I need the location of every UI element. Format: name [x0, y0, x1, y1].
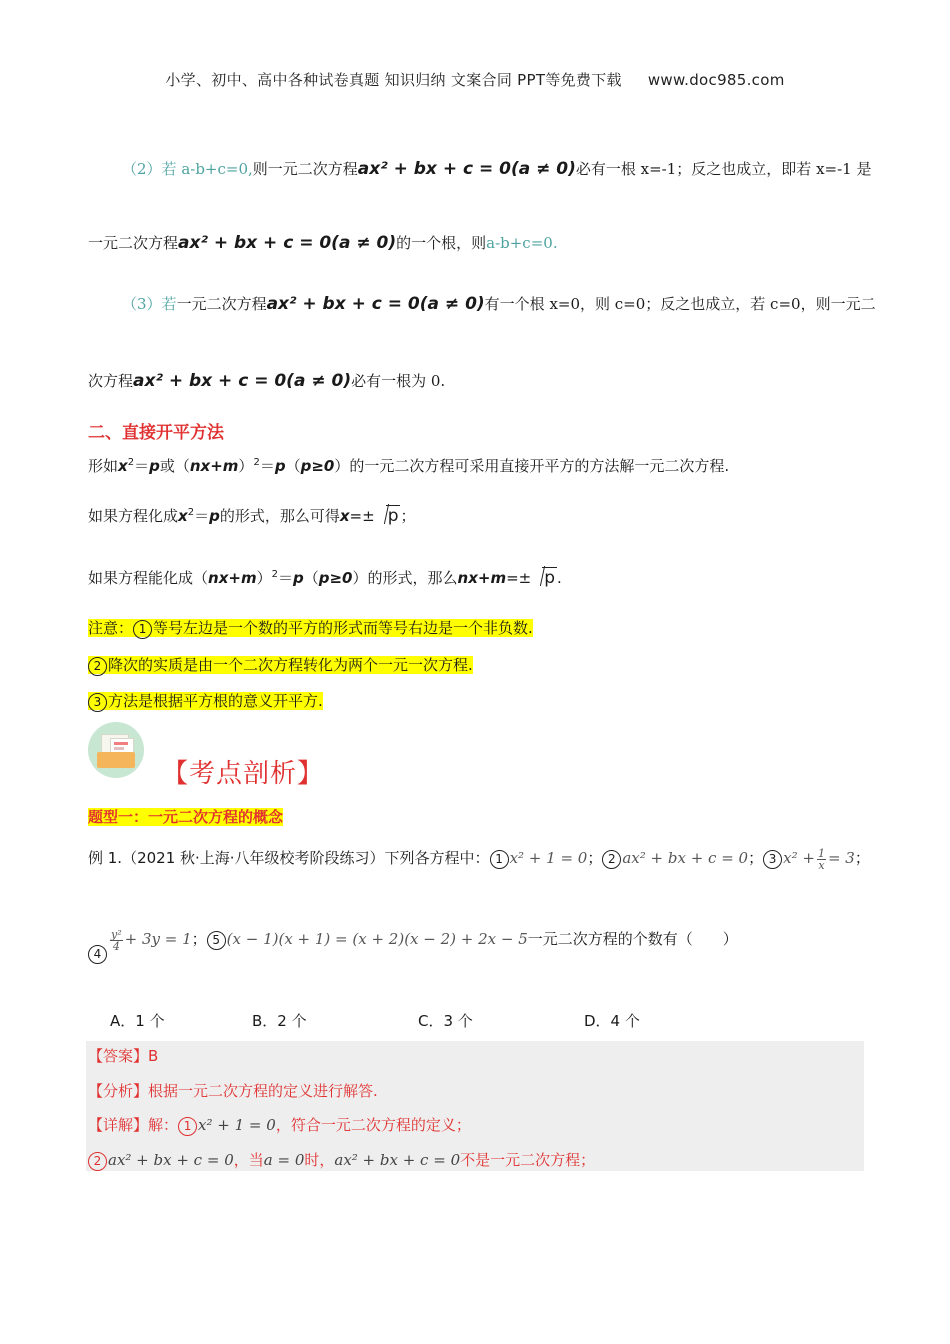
paragraph-2-line2	[88, 232, 558, 254]
condition-text: a-b+c=0.	[486, 234, 558, 252]
item-number: （3）	[122, 295, 162, 313]
circled-number: 2	[88, 657, 107, 676]
text: 形如	[88, 457, 119, 475]
circled-number: 1	[133, 620, 152, 639]
text: 或（	[159, 457, 190, 475]
sqrt-symbol	[376, 506, 401, 526]
text: 例 1.（2021 秋·上海·八年级校考阶段练习）下列各方程中：	[88, 849, 490, 867]
condition: p≥0	[318, 569, 353, 587]
item-number: （2）	[122, 160, 162, 178]
circled-number: 3	[88, 693, 107, 712]
var-nxm: nx+m	[208, 569, 257, 587]
var-nxm: nx+m	[457, 569, 507, 587]
text: ＝	[134, 457, 150, 475]
condition: p≥0	[300, 457, 335, 475]
equation: ax² + bx + c = 0(a ≠ 0)	[133, 371, 352, 391]
exponent: 2	[187, 507, 195, 518]
text: 方法是根据平方根的意义开平方.	[108, 692, 323, 710]
text: 时，	[304, 1151, 335, 1169]
text: ＝	[259, 457, 275, 475]
equation: x² + 1 = 0	[509, 849, 588, 867]
text: （	[285, 457, 301, 475]
example-line1	[88, 847, 870, 871]
text: 一元二次方程的个数有（ ）	[527, 930, 738, 948]
circled-number: 5	[207, 931, 226, 950]
text: 注意：	[88, 619, 134, 637]
text: ）	[256, 569, 272, 587]
var-p: p	[274, 457, 286, 475]
text: ；	[400, 507, 416, 525]
equation	[108, 928, 192, 953]
text: 如果方程化成	[88, 507, 179, 525]
text: ；	[748, 849, 764, 867]
text: + 3y = 1	[124, 930, 192, 948]
circled-number: 2	[88, 1152, 107, 1171]
exponent: 2	[253, 457, 260, 468]
circled-number: 4	[88, 945, 107, 964]
numerator: 1	[817, 846, 825, 860]
radicand: p	[544, 568, 556, 588]
text: x² +	[783, 849, 815, 867]
answer-line	[88, 1045, 158, 1066]
option-d[interactable]: D．4 个	[584, 1012, 640, 1030]
detail-line1	[88, 1114, 471, 1136]
detail-line2	[88, 1149, 595, 1171]
tixing-title	[88, 806, 283, 827]
sqrt-symbol	[532, 568, 557, 588]
text: 如果方程能化成（	[88, 569, 209, 587]
paragraph-3-line1	[122, 293, 876, 315]
text: =±	[506, 569, 532, 587]
equation: x² + 1 = 0	[198, 1116, 276, 1134]
numerator: y²	[111, 928, 122, 941]
var-p: p	[209, 507, 220, 525]
section-title: 二、直接开平方法	[88, 423, 224, 443]
radicand: p	[387, 506, 399, 526]
text: 不是一元二次方程；	[460, 1151, 596, 1169]
exponent: 2	[127, 457, 135, 468]
analysis-line	[88, 1080, 378, 1101]
equation: ax² + bx + c = 0(a ≠ 0)	[178, 233, 397, 253]
text: 次方程	[88, 372, 134, 390]
definition-line3	[88, 567, 562, 588]
detail-label: 【详解】	[88, 1116, 149, 1134]
text: 题型一：一元二次方程的概念	[88, 808, 284, 826]
var-p: p	[292, 569, 304, 587]
text: 的一个根，则	[396, 234, 487, 252]
text: 若	[161, 295, 177, 313]
circled-number: 1	[490, 850, 509, 869]
option-a[interactable]: A．1 个	[110, 1012, 165, 1030]
var-x: x	[178, 507, 188, 525]
var-p: p	[149, 457, 160, 475]
header-text: 小学、初中、高中各种试卷真题 知识归纳 文案合同 PPT等免费下载	[165, 71, 622, 89]
text: 则一元二次方程	[252, 160, 358, 178]
answer-value: B	[148, 1047, 159, 1065]
option-b[interactable]: B．2 个	[252, 1012, 307, 1030]
equation: (x − 1)(x + 1) = (x + 2)(x − 2) + 2x − 5	[226, 930, 528, 948]
text: ）	[238, 457, 254, 475]
fraction	[817, 848, 826, 871]
option-c[interactable]: C．3 个	[418, 1012, 473, 1030]
text: ，当	[233, 1151, 264, 1169]
text: ）的形式，那么	[352, 569, 458, 587]
circled-number: 3	[763, 850, 782, 869]
fraction	[110, 929, 123, 952]
text: ；	[854, 849, 870, 867]
answer-label: 【答案】	[88, 1047, 149, 1065]
text: .	[557, 569, 562, 587]
text: 必有一根 x=-1；反之也成立，即若 x=-1 是	[575, 160, 872, 178]
text: = 3	[827, 849, 855, 867]
note-3	[88, 690, 323, 712]
analysis-label: 【分析】	[88, 1082, 149, 1100]
text: ）的一元二次方程可采用直接开平方的方法解一元二次方程.	[334, 457, 730, 475]
text: 一元二次方程	[88, 234, 179, 252]
denominator: 4	[112, 940, 120, 953]
equation: ax² + bx + c = 0(a ≠ 0)	[357, 159, 576, 179]
header-url[interactable]: www.doc985.com	[647, 71, 785, 89]
text: 降次的实质是由一个二次方程转化为两个一元一次方程.	[108, 656, 473, 674]
definition-line1	[88, 455, 729, 476]
text: 一元二次方程	[176, 295, 267, 313]
text: ；	[191, 930, 207, 948]
paragraph-2-line1	[122, 158, 871, 180]
text: 必有一根为 0.	[351, 372, 446, 390]
text: ；	[587, 849, 603, 867]
page-header	[0, 69, 950, 90]
document-icon	[88, 722, 144, 778]
denominator: x	[818, 858, 825, 872]
equation: ax² + bx + c = 0	[334, 1151, 461, 1169]
text: 等号左边是一个数的平方的形式而等号右边是一个非负数.	[153, 619, 533, 637]
text: ，符合一元二次方程的定义；	[275, 1116, 471, 1134]
note-1	[88, 617, 533, 639]
var-x: x	[339, 507, 350, 525]
var-nxm: nx+m	[189, 457, 239, 475]
circled-number: 2	[602, 850, 621, 869]
definition-line2	[88, 505, 416, 526]
text: 解：	[148, 1116, 179, 1134]
analysis-text: 根据一元二次方程的定义进行解答.	[148, 1082, 378, 1100]
equation: ax² + bx + c = 0	[108, 1151, 234, 1169]
text: ＝	[194, 507, 210, 525]
text: =±	[349, 507, 375, 525]
text: 有一个根 x=0，则 c=0；反之也成立，若 c=0，则一元二	[484, 295, 876, 313]
condition-text: 若 a-b+c=0,	[161, 160, 253, 178]
var-x: x	[118, 457, 128, 475]
circled-number: 1	[178, 1117, 197, 1136]
kaodian-title: 【考点剖析】	[162, 759, 325, 789]
text: 的形式，那么可得	[219, 507, 340, 525]
exponent: 2	[271, 569, 278, 580]
condition: a = 0	[263, 1151, 305, 1169]
paragraph-3-line2	[88, 370, 445, 392]
equation: ax² + bx + c = 0	[622, 849, 749, 867]
equation	[783, 846, 855, 872]
example-line2	[88, 928, 738, 964]
text: （	[303, 569, 319, 587]
equation: ax² + bx + c = 0(a ≠ 0)	[266, 294, 485, 314]
text: ＝	[277, 569, 293, 587]
note-2	[88, 654, 473, 676]
